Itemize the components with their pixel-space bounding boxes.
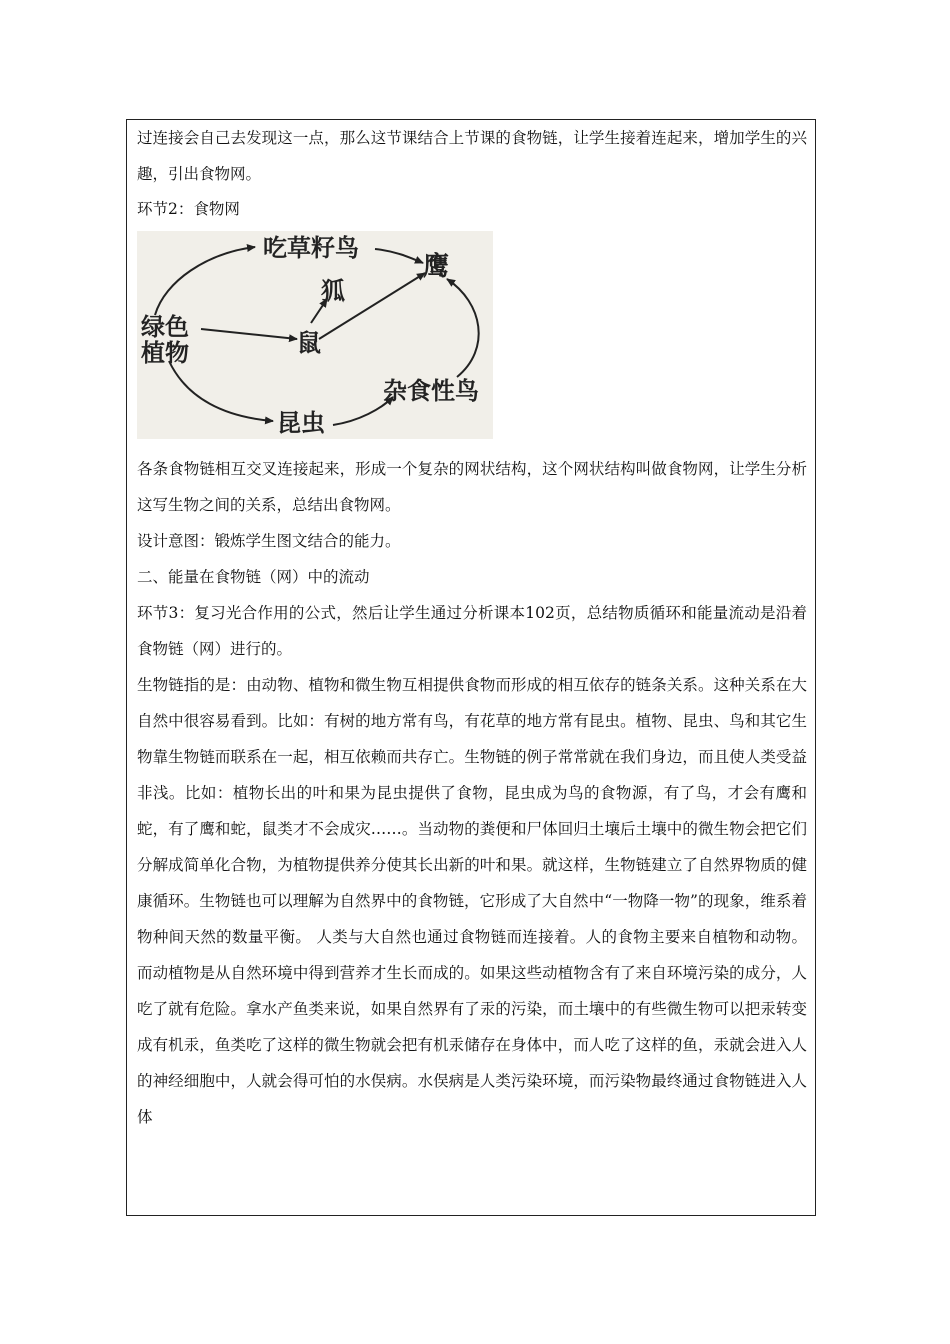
arrow-seedbird-to-hawk [375, 249, 423, 263]
paragraph-food-web: 各条食物链相互交叉连接起来，形成一个复杂的网状结构，这个网状结构叫做食物网，让学生分析这写生物之间的关系，总结出食物网。 [137, 460, 807, 514]
paragraph-link3: 环节3：复习光合作用的公式，然后让学生通过分析课本102页，总结物质循环和能量流动是沿着食物链（网）进行的。 [137, 604, 807, 658]
food-web-diagram [137, 231, 493, 439]
table-cell-frame [126, 119, 816, 1216]
node-seed-bird: 吃草籽鸟 [263, 233, 359, 262]
arrow-plant-to-insect [169, 361, 273, 421]
node-omnivore-bird: 杂食性鸟 [383, 376, 479, 405]
node-fox: 狐 [321, 276, 345, 305]
arrow-plant-to-seedbird [155, 247, 255, 315]
paragraph-design-intent: 设计意图：锻炼学生图文结合的能力。 [137, 532, 401, 550]
node-hawk: 鹰 [423, 252, 450, 282]
arrow-plant-to-mouse [201, 329, 297, 339]
node-plant-line2: 植物 [141, 338, 189, 367]
document-content [137, 120, 807, 1135]
section-heading-link2: 环节2：食物网 [137, 200, 240, 218]
node-insect: 昆虫 [277, 408, 325, 437]
food-web-svg [137, 231, 493, 439]
paragraph-intro: 过连接会自己去发现这一点，那么这节课结合上节课的食物链，让学生接着连起来，增加学生的兴趣，引出食物网。 [137, 129, 807, 183]
section-heading-energy-flow: 二、能量在食物链（网）中的流动 [137, 568, 370, 586]
node-plant-line1: 绿色 [141, 312, 189, 341]
arrow-omnibird-to-hawk [447, 279, 479, 377]
node-mouse: 鼠 [297, 328, 321, 357]
paragraph-biological-chain: 生物链指的是：由动物、植物和微生物互相提供食物而形成的相互依存的链条关系。这种关系在大自然中很容易看到。比如：有树的地方常有鸟，有花草的地方常有昆虫。植物、昆虫、鸟和其它生物靠生物链而联系在一起，相互依赖而共存亡。生物链的例子常常就在我们身边，而且使人类受益非浅。比如：植物长出的叶和果为昆虫提供了食物，昆虫成为鸟的食物源，有了鸟，才会有鹰和蛇，有了鹰和蛇，鼠类才不会成灾……。当动物的粪便和尸体回归土壤后土壤中的微生物会把它们分解成简单化合物，为植物提供养分使其长出新的叶和果。就这样，生物链建立了自然界物质的健康循环。生物链也可以理解为自然界中的食物链，它形成了大自然中“一物降一物”的现象，维系着物种间天然的数量平衡。 人类与大自然也通过食物链而连接着。人的食物主要来自植物和动物。而动植物是从自然环境中得到营养才生长而成的。如果这些动植物含有了来自环境污染的成分，人吃了就有危险。拿水产鱼类来说，如果自然界有了汞的污染，而土壤中的有些微生物可以把汞转变成有机汞，鱼类吃了这样的微生物就会把有机汞储存在身体中，而人吃了这样的鱼，汞就会进入人的神经细胞中，人就会得可怕的水俣病。水俣病是人类污染环境，而污染物最终通过食物链进入人体 [137, 676, 807, 1126]
